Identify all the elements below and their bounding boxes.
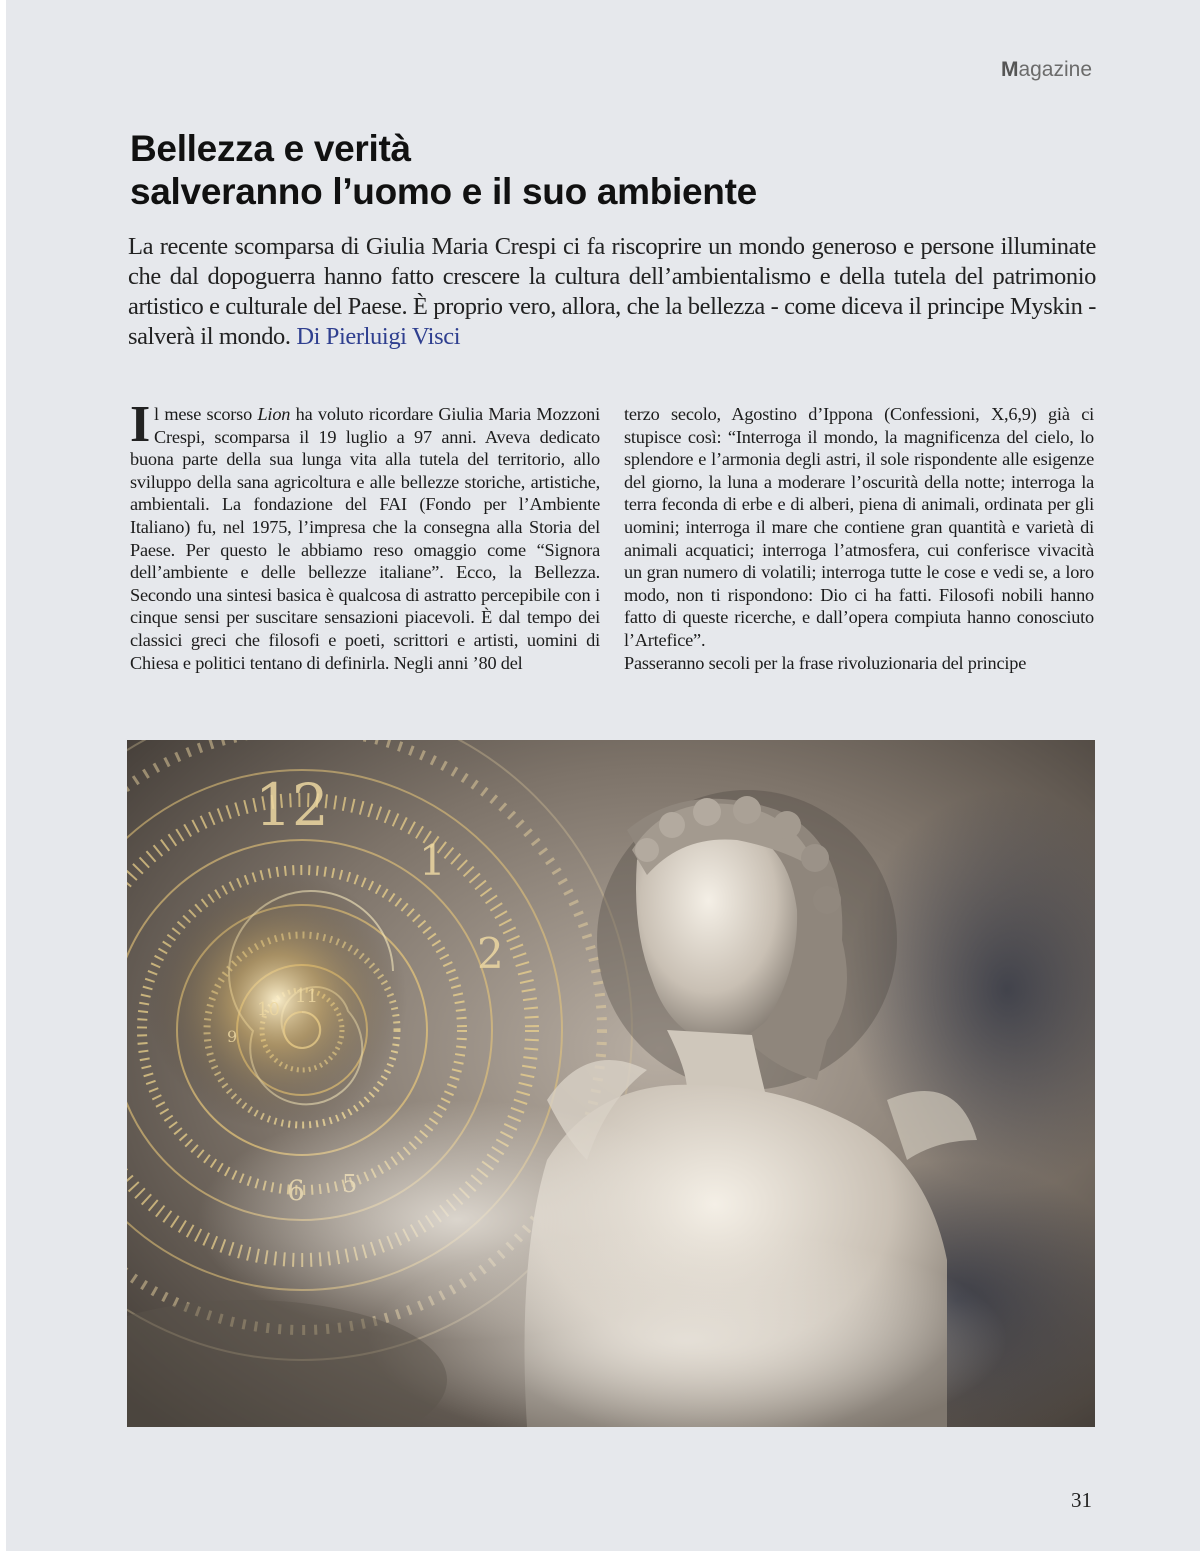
clock-numeral: 1 — [419, 836, 446, 885]
magazine-name: Lion — [257, 404, 291, 424]
clock-numeral: 11 — [295, 986, 318, 1007]
article-lede — [128, 232, 1096, 352]
clock-and-statue-artwork — [127, 740, 1095, 1427]
article-illustration — [127, 740, 1095, 1427]
page-number: 31 — [1071, 1488, 1092, 1512]
paragraph: Passeranno secoli per la frase rivoluzionaria del principe — [624, 652, 1027, 673]
article-title — [130, 127, 1090, 213]
drop-cap: I — [130, 396, 151, 453]
paragraph — [130, 396, 600, 674]
section-label-rest: agazine — [1018, 58, 1092, 81]
paragraph: terzo secolo, Agostino d’Ippona (Confessioni, X,6,9) già ci stupisce così: “Interroga il mondo, la magnificenza del cielo, lo splendore e l’armonia degli astri, il sole rispondente alle esigenze del giorno, la luna a moderare l’oscurità della notte; interroga la terra feconda di erbe e di alberi, piena di animali, ordinata per gli uomini; interroga il mare che contiene gran quantità e varietà di animali acquatici; interroga l’atmosfera, cui conferisce vivacità un gran numero di volatili; interroga tutte le cose e vedi se, a loro modo, non ti rispondono: Dio ci ha fatti. Filosofi nobili hanno fatto di queste ricerche, e dall’opera compiuta hanno conosciuto l’Artefice”. — [624, 404, 1094, 650]
clock-numeral: 9 — [227, 1027, 238, 1046]
text-column-right — [624, 403, 1094, 674]
article-title-line-1: Bellezza e verità — [130, 128, 411, 169]
section-label-initial: M — [1000, 58, 1019, 81]
clock-numeral: 10 — [257, 999, 280, 1020]
section-label — [1001, 58, 1092, 82]
paragraph-text: ha voluto ricordare Giulia Maria Mozzoni Crespi, scomparsa il 19 luglio a 97 anni. Aveva dedicato buona parte della sua lunga vita alla tutela del territorio, allo sviluppo della sana agricoltura e alle bellezze storiche, artistiche, ambientali. La fondazione del FAI (Fondo per l’Ambiente Italiano) fu, nel 1975, l’impresa che la consegna alla Storia del Paese. Per questo le abbiamo reso omaggio come “Signora dell’ambiente e delle bellezze italiane”. Ecco, la Bellezza. Secondo una sintesi basica è qualcosa di astratto percepibile con i cinque sensi per suscitare sensazioni piacevoli. È dal tempo dei classici greci che filosofi e poeti, scrittori e artisti, uomini di Chiesa e politici tentano di definirla. Negli anni ’80 del — [130, 404, 600, 673]
text-column-left — [130, 396, 600, 674]
clock-numeral: 12 — [255, 771, 329, 839]
paragraph-text: l mese scorso — [154, 404, 258, 424]
clock-numeral: 2 — [477, 929, 504, 978]
page-edge — [0, 0, 6, 1551]
lede-text: La recente scomparsa di Giulia Maria Crespi ci fa riscoprire un mondo generoso e persone illuminate che dal dopoguerra hanno fatto crescere la cultura dell’ambientalismo e della tutela del patrimonio artistico e culturale del Paese. È proprio vero, allora, che la bellezza - come diceva il principe Myskin - salverà il mondo. — [128, 233, 1096, 350]
article-title-line-2: salveranno l’uomo e il suo ambiente — [130, 171, 757, 212]
byline: Di Pierluigi Visci — [296, 323, 461, 350]
